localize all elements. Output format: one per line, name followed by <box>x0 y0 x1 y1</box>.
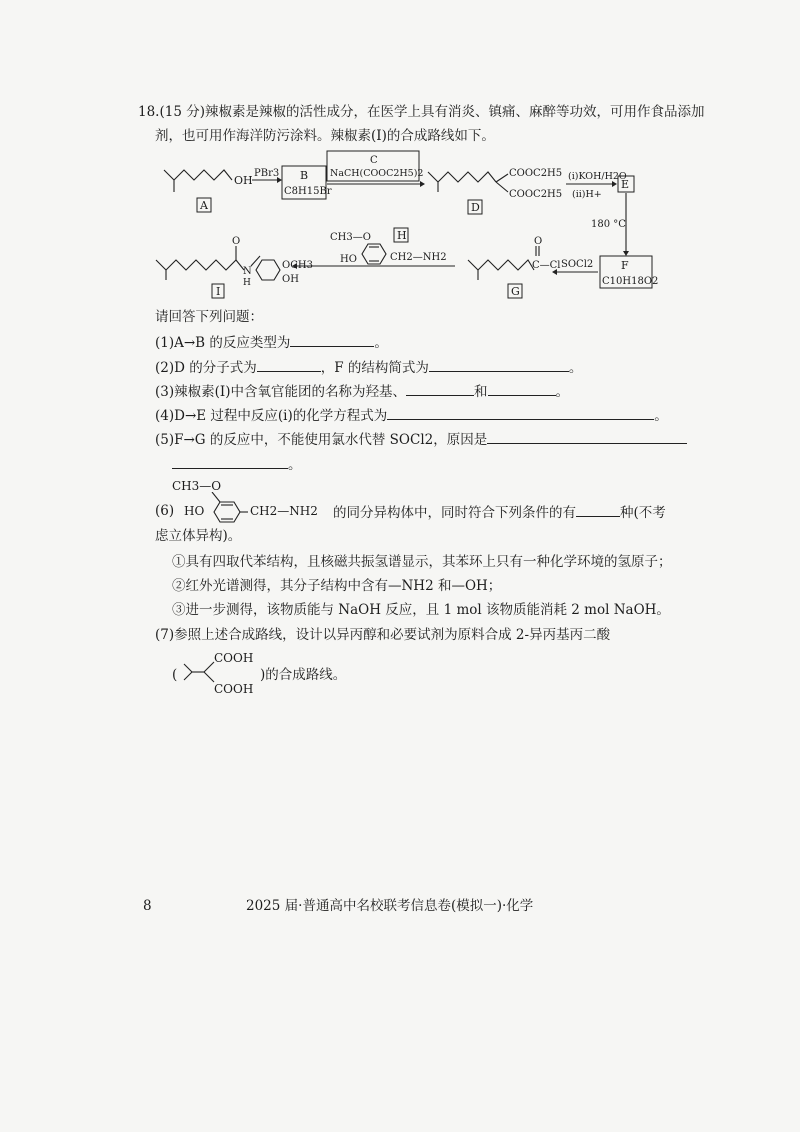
q6-text-c: 虑立体异构)。 <box>155 528 242 544</box>
q3-blank-1[interactable] <box>406 381 474 396</box>
q6-aminomethyl: CH2—NH2 <box>250 504 318 518</box>
q6-text-b: 种(不考 <box>620 505 666 521</box>
question-5-cont <box>172 454 302 474</box>
I-oxygen: O <box>232 236 241 247</box>
cond-i: (i)KOH/H2O <box>568 171 627 182</box>
compound-A-structure <box>164 170 253 192</box>
synthesis-scheme <box>150 148 670 300</box>
q6-text-a: 的同分异构体中，同时符合下列条件的有 <box>333 505 576 521</box>
G-acyl-chloride: C—Cl <box>532 260 561 271</box>
q1-answer-blank[interactable] <box>290 332 374 347</box>
label-D: D <box>471 201 480 214</box>
H-methoxy: CH3—O <box>330 232 371 243</box>
reagent-C: NaCH(COOC2H5)2 <box>330 168 424 179</box>
page-number: 8 <box>143 898 152 914</box>
G-oxygen: O <box>534 236 543 247</box>
q4-text: (4)D→E 过程中反应(i)的化学方程式为 <box>155 408 388 424</box>
q1-period: 。 <box>374 335 388 351</box>
q6-count-blank[interactable] <box>576 502 620 517</box>
q6-benzene-ring <box>208 492 248 528</box>
q7-open-paren: ( <box>172 667 178 683</box>
q3-period: 。 <box>555 384 569 400</box>
H-aminomethyl: CH2—NH2 <box>390 252 447 263</box>
I-hydroxy: OH <box>282 274 299 285</box>
q6-methoxy: CH3—O <box>172 479 222 493</box>
q5-reason-blank[interactable] <box>487 429 687 444</box>
q6-line-1 <box>333 502 666 522</box>
formula-B: C8H15Br <box>284 186 332 197</box>
q7-skeleton <box>182 654 216 688</box>
cond-ii: (ii)H+ <box>572 189 602 200</box>
D-ester-bottom: COOC2H5 <box>509 189 563 200</box>
q3-text-a: (3)辣椒素(I)中含氧官能团的名称为羟基、 <box>155 384 406 400</box>
q2-formula-blank[interactable] <box>257 357 321 372</box>
label-A: A <box>200 199 208 212</box>
temp-180: 180 °C <box>591 219 626 230</box>
label-I: I <box>216 285 221 298</box>
intro-line-1: (15 分)辣椒素是辣椒的活性成分，在医学上具有消炎、镇痛、麻醉等功效，可用作食品添加 <box>159 104 705 120</box>
q6-number: (6) <box>155 503 175 519</box>
label-F: F <box>621 259 629 272</box>
H-hydroxy: HO <box>340 254 357 265</box>
label-G: G <box>511 285 520 298</box>
compound-H-structure <box>330 232 447 265</box>
q7-tail: )的合成路线。 <box>260 667 347 683</box>
q3-text-b: 和 <box>474 384 488 400</box>
question-intro <box>138 103 705 121</box>
q6-condition-3: ③进一步测得，该物质能与 NaOH 反应，且 1 mol 该物质能消耗 2 mol NaOH。 <box>172 602 670 618</box>
I-methoxy: OCH3 <box>282 260 313 271</box>
label-C: C <box>370 155 378 166</box>
label-E: E <box>621 178 630 191</box>
q5-text: (5)F→G 的反应中，不能使用氯水代替 SOCl2，原因是 <box>155 432 488 448</box>
q5-period: 。 <box>288 457 302 473</box>
q2-structure-blank[interactable] <box>429 357 569 372</box>
D-ester-top: COOC2H5 <box>509 168 563 179</box>
formula-F: C10H18O2 <box>602 276 659 287</box>
reagent-SOCl2: SOCl2 <box>561 259 594 270</box>
q1-text: (1)A→B 的反应类型为 <box>155 335 291 351</box>
q7-cooh-top: COOH <box>214 651 254 665</box>
label-B: B <box>300 169 309 182</box>
question-2 <box>155 357 582 377</box>
label-H: H <box>397 229 407 242</box>
compound-I-structure <box>156 236 313 288</box>
compound-D-structure <box>428 168 562 200</box>
q7-line-1: (7)参照上述合成路线，设计以异丙醇和必要试剂为原料合成 2-异丙基丙二酸 <box>155 627 611 643</box>
q2-period: 。 <box>568 360 583 376</box>
q6-condition-1: ①具有四取代苯结构，且核磁共振氢谱显示，其苯环上只有一种化学环境的氢原子； <box>172 554 672 570</box>
q6-condition-2: ②红外光谱测得，其分子结构中含有—NH2 和—OH； <box>172 578 502 594</box>
I-hydrogen: H <box>243 278 251 288</box>
I-nitrogen: N <box>243 266 252 277</box>
q3-blank-2[interactable] <box>488 381 556 396</box>
question-1 <box>155 332 388 352</box>
q2-text-a: (2)D 的分子式为 <box>155 360 257 376</box>
q6-hydroxy: HO <box>184 504 205 518</box>
question-4 <box>155 405 668 425</box>
A-OH: OH <box>234 174 253 187</box>
intro-line-2: 剂，也可用作海洋防污涂料。辣椒素(I)的合成路线如下。 <box>155 128 495 144</box>
reagent-PBr3: PBr3 <box>254 168 280 179</box>
q5-reason-blank-2[interactable] <box>172 454 288 469</box>
q4-equation-blank[interactable] <box>387 405 654 420</box>
compound-G-structure <box>468 236 561 280</box>
question-number: 18. <box>138 104 160 120</box>
q4-period: 。 <box>654 408 668 424</box>
footer-title: 2025 届·普通高中名校联考信息卷(模拟一)·化学 <box>246 898 534 914</box>
question-3 <box>155 381 569 401</box>
question-5 <box>155 429 687 449</box>
prompt: 请回答下列问题： <box>155 309 263 325</box>
q7-cooh-bottom: COOH <box>214 682 254 696</box>
q2-text-b: ，F 的结构简式为 <box>320 360 429 376</box>
